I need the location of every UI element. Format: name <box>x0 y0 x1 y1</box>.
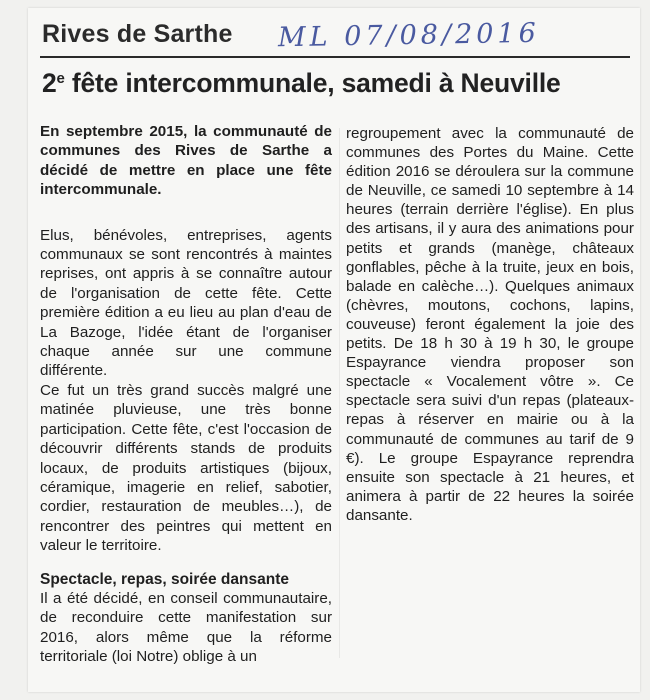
newspaper-clipping <box>28 8 640 692</box>
article-paragraph: Ce fut un très grand succès malgré une matinée pluvieuse, une très bonne participation. Cette fête, c'est l'occasion de découvrir différents stands de produits locaux, de produits artistiques (bijoux, céramique, imagerie en relief, sabotier, cordier, restauration de meubles…), de rencontrer des peintres qui mettent en valeur le territoire. <box>40 381 332 555</box>
headline-ordinal: 2 <box>42 68 57 98</box>
article-subhead: Spectacle, repas, soirée dansante <box>40 570 289 588</box>
article-continuation-start: Il a été décidé, en conseil communautaire, de reconduire cette manifestation sur 2016, alors même que la réforme territoriale (loi Notre) oblige à un <box>40 589 332 666</box>
article-lead: En septembre 2015, la communauté de communes des Rives de Sarthe a décidé de mettre en place une fête intercommunale. <box>40 123 332 199</box>
section-header <box>40 17 630 58</box>
article-right-column <box>346 124 634 525</box>
article-continuation-rest: regroupement avec la communauté de communes des Portes du Maine. Cette édition 2016 se déroulera sur la commune de Neuville, ce samedi 10 septembre à 14 heures (terrain derrière l'église). En plus des artisans, il y aura des animations pour petits et grands (manège, châteaux gonflables, pêche à la truite, jeux en bois, balade en calèche…). Quelques animaux (chèvres, moutons, cochons, lapins, couveuse) feront également la joie des petits. De 18 h 30 à 19 h 30, le groupe Espayrance viendra proposer son spectacle « Vocalement vôtre ». Ce spectacle sera suivi d'un repas (plateaux-repas à réserver en mairie ou à la communauté de communes au tarif de 9 €). Le groupe Espayrance reprendra ensuite son spectacle à 21 heures, et animera à partir de 22 heures la soirée dansante. <box>346 125 634 524</box>
article-left-column <box>40 122 332 667</box>
section-rubric: Rives de Sarthe <box>42 20 233 48</box>
article-paragraph: Elus, bénévoles, entreprises, agents communaux se sont rencontrés à maintes reprises, ont appris à se connaître autour de l'organisation de cette fête. Cette première édition a eu lieu au plan d'eau de La Bazoge, l'idée étant de l'organiser chaque année sur une commune différente. <box>40 226 332 380</box>
article-headline <box>42 68 638 99</box>
handwritten-date-note: ML 07/08/2016 <box>277 17 541 54</box>
headline-text: fête intercommunale, samedi à Neuville <box>64 68 561 98</box>
column-divider <box>339 128 340 658</box>
headline-ordinal-suffix: e <box>56 70 65 87</box>
